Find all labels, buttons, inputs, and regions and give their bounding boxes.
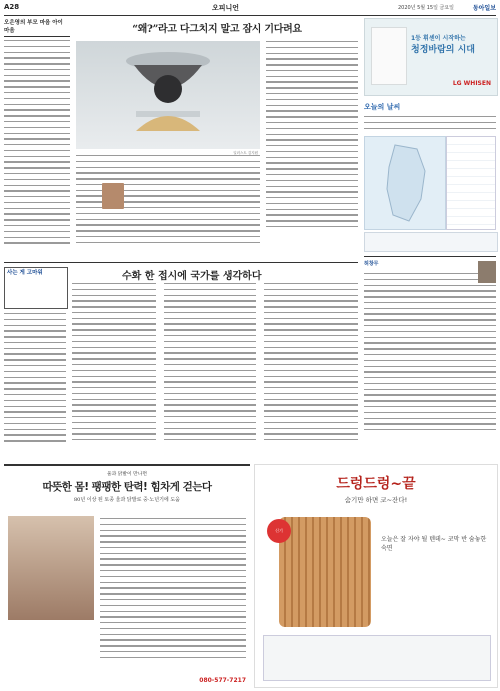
ad-info-box (263, 635, 491, 681)
ad-line-2: 청정바람의 시대 (411, 45, 475, 55)
ad-headline: 드렁드렁~끝 (336, 476, 416, 492)
ad-line-1: 1등 휘센이 시작하는 (411, 35, 466, 42)
ad-subline: 80년 이상 된 토종 울과 닭발로 중·노년기에 도움 (73, 497, 181, 503)
section-title: 오피니언 (212, 4, 240, 12)
weather-forecast-strip (364, 232, 498, 252)
author-portrait (102, 183, 124, 209)
ad-headline: 따뜻한 몸! 팽팽한 탄력! 힘차게 걷는다 (42, 481, 212, 493)
ad-subline: 숨기만 하면 코~잔다! (344, 496, 408, 504)
column-head-text: 오은영의 부모 마음 아이 마음 (4, 20, 63, 34)
article-text-right (266, 41, 358, 261)
opinion-body (364, 273, 496, 430)
article-title: “왜?”라고 다그치지 말고 잠시 기다려요 (132, 24, 302, 35)
page-number: A28 (4, 3, 20, 11)
left-column (4, 18, 70, 256)
issue-date: 2020년 5월 15일 금요일 (397, 5, 454, 11)
column-body (4, 40, 70, 244)
illustration-art (76, 41, 260, 149)
ad-brand: LG WHISEN (452, 80, 491, 87)
second-row (4, 262, 358, 459)
weather-map (364, 136, 446, 230)
main-article (76, 18, 358, 256)
opinion-head: 허창무 (364, 261, 379, 267)
health-ad (4, 464, 250, 688)
second-article-text-d (264, 283, 358, 445)
aircon-ad (364, 18, 498, 96)
paper-name: 동아일보 (472, 5, 496, 12)
column-head (4, 18, 70, 37)
ad-phone: 080-577-7217 (199, 677, 246, 684)
second-article-text-c (164, 283, 256, 445)
opinion-column (364, 256, 496, 453)
second-article-text-a (4, 313, 66, 446)
weather-summary (364, 116, 496, 129)
series-box (4, 267, 68, 309)
ad-text (100, 518, 246, 682)
second-article-text-b (72, 283, 156, 445)
product-badge: 신기 (267, 519, 291, 543)
series-title: 사는 게 고마워 (7, 270, 43, 276)
ad-description: 오늘은 잘 자야 될 텐데~ 코막 반 숨놓한 숙면 (381, 536, 487, 552)
page-header (4, 3, 496, 16)
opinion-portrait (478, 261, 496, 283)
weather-title: 오늘의 날씨 (364, 103, 401, 111)
product-image (279, 517, 371, 627)
second-article-title: 수화 한 접시에 국가를 생각하다 (122, 271, 262, 282)
snoring-ad (254, 464, 498, 688)
weather-table (446, 136, 496, 230)
ad-photo (8, 516, 94, 620)
right-column (364, 18, 496, 458)
aircon-image (371, 27, 407, 85)
article-illustration (76, 41, 260, 155)
ad-kicker: 울과 닭발이 만나면 (106, 472, 148, 477)
korea-map (365, 137, 445, 229)
illustration-caption: 일러스트 김지원 (233, 151, 258, 155)
article-body (76, 41, 358, 261)
weather-box (364, 102, 496, 252)
